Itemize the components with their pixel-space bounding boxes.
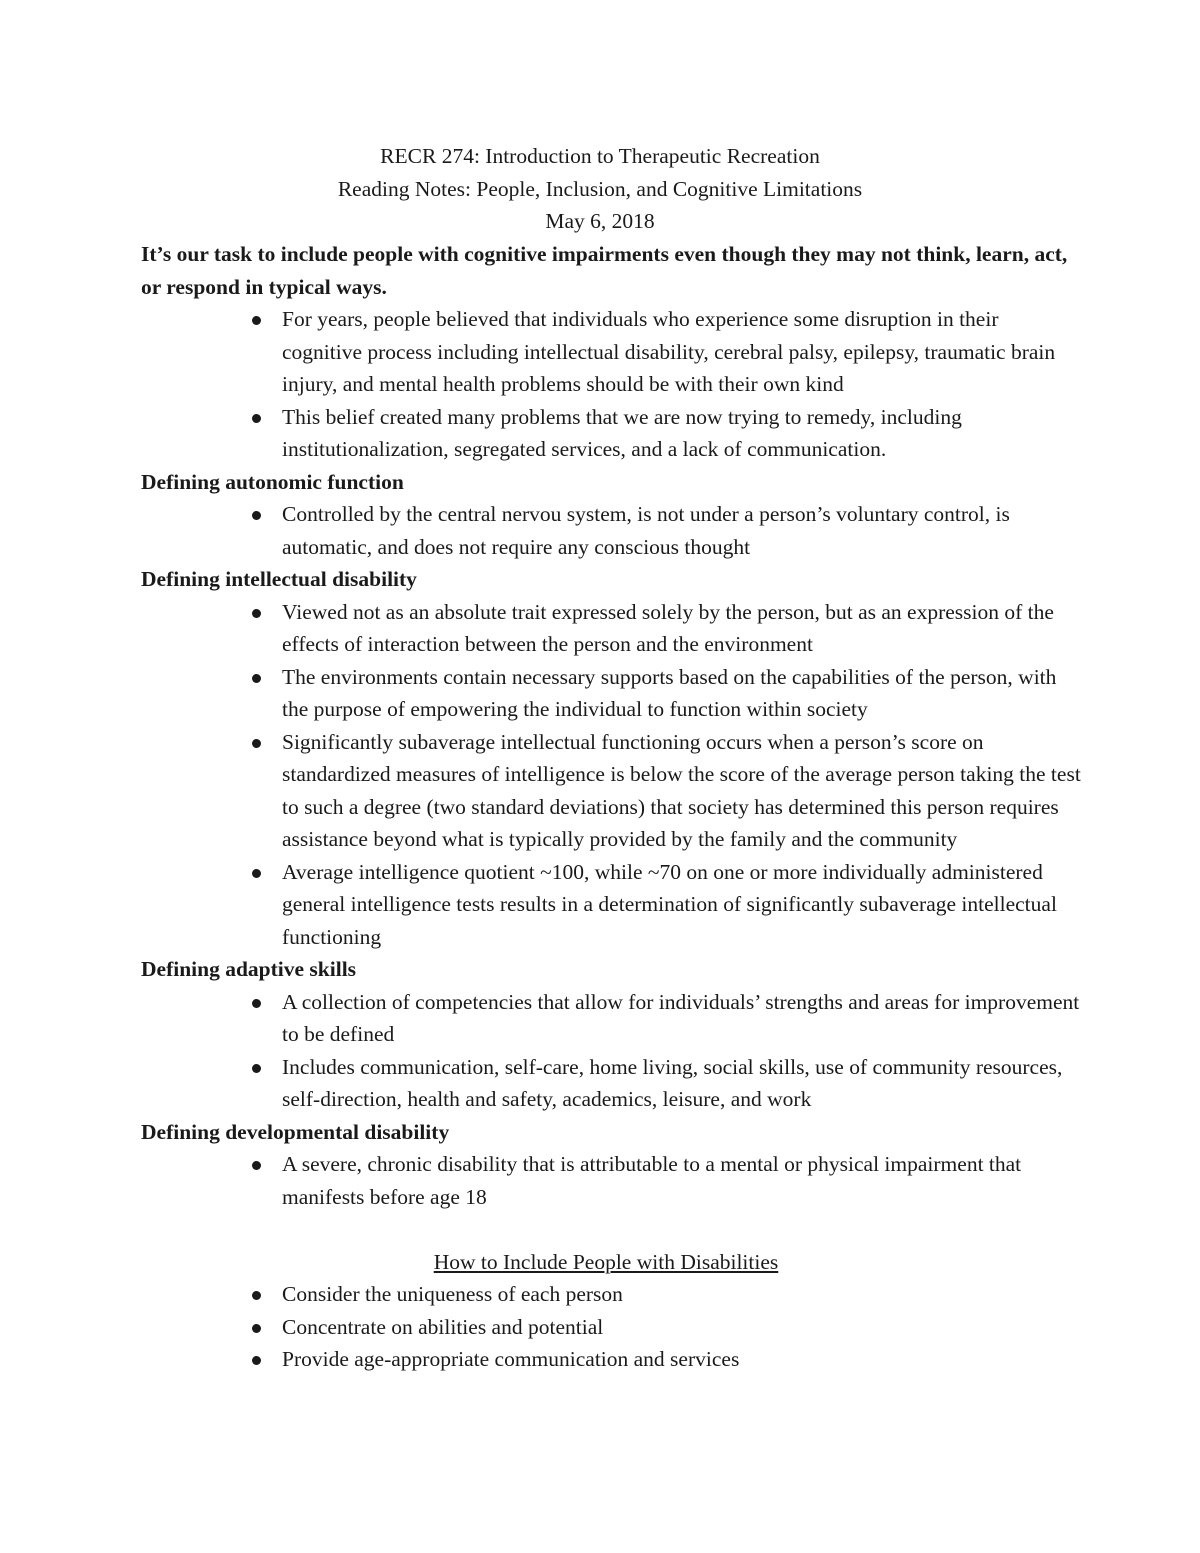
intellectual-list [141, 596, 1081, 954]
list-item: This belief created many problems that we are now trying to remedy, including institutionalization, segregated services, and a lack of communication. [282, 401, 1081, 466]
how-to-title: How to Include People with Disabilities [433, 1249, 779, 1274]
intellectual-heading: Defining intellectual disability [141, 567, 417, 591]
autonomic-heading: Defining autonomic function [141, 469, 404, 494]
autonomic-list [141, 498, 1081, 563]
notes-date: May 6, 2018 [545, 209, 655, 233]
list-item: Significantly subaverage intellectual functioning occurs when a person’s score on standardized measures of intelligence is below the score of the average person taking the test to such a degree (two standard deviations) that society has determined this person requires assistance beyond what is typically provided by the family and the community [282, 726, 1081, 856]
list-item: The environments contain necessary supports based on the capabilities of the person, with the purpose of empowering the individual to function within society [282, 661, 1081, 726]
list-item: Provide age-appropriate communication and services [282, 1343, 1081, 1376]
notes-subtitle: Reading Notes: People, Inclusion, and Cognitive Limitations [337, 176, 863, 201]
list-item: A collection of competencies that allow for individuals’ strengths and areas for improvement to be defined [282, 986, 1081, 1051]
list-item: For years, people believed that individuals who experience some disruption in their cognitive process including intellectual disability, cerebral palsy, epilepsy, traumatic brain injury, and mental health problems should be with their own kind [282, 303, 1081, 401]
list-item: Average intelligence quotient ~100, while ~70 on one or more individually administered general intelligence tests results in a determination of significantly subaverage intellectual functioning [282, 856, 1081, 954]
document-body [141, 238, 1081, 1376]
list-item: A severe, chronic disability that is attributable to a mental or physical impairment that manifests before age 18 [282, 1148, 1081, 1213]
adaptive-heading: Defining adaptive skills [141, 957, 357, 981]
blank-line [141, 1213, 1081, 1246]
how-to-list [141, 1278, 1081, 1376]
list-item: Controlled by the central nervou system, is not under a person’s voluntary control, is automatic, and does not require any conscious thought [282, 498, 1081, 563]
list-item: Includes communication, self-care, home living, social skills, use of community resources, self-direction, health and safety, academics, leisure, and work [282, 1051, 1081, 1116]
list-item: Viewed not as an absolute trait expressed solely by the person, but as an expression of the effects of interaction between the person and the environment [282, 596, 1081, 661]
intro-list [141, 303, 1081, 466]
adaptive-list [141, 986, 1081, 1116]
developmental-heading: Defining developmental disability [141, 1119, 450, 1144]
course-title: RECR 274: Introduction to Therapeutic Recreation [380, 144, 820, 168]
intro-heading: It’s our task to include people with cognitive impairments even though they may not think, learn, act, or respond in typical ways. [141, 242, 1068, 299]
document-header [0, 140, 1200, 238]
list-item: Consider the uniqueness of each person [282, 1278, 1081, 1311]
list-item: Concentrate on abilities and potential [282, 1311, 1081, 1344]
developmental-list [141, 1148, 1081, 1213]
